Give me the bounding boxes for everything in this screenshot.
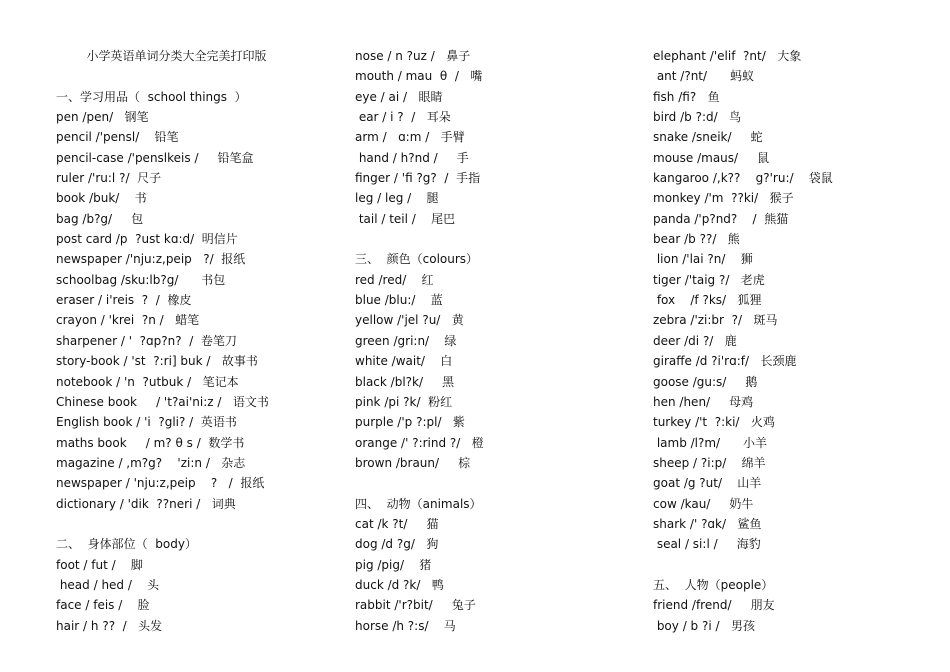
- vocab-line: hand / h?nd / 手: [355, 150, 469, 165]
- vocab-line: leg / leg / 腿: [355, 191, 439, 206]
- vocab-line: monkey /'m ??ki/ 猴子: [653, 191, 794, 206]
- vocab-line: eraser / i'reis ? / 橡皮: [56, 293, 192, 308]
- vocab-line: zebra /'zi:br ?/ 斑马: [653, 313, 778, 328]
- vocab-line: blue /blu:/ 蓝: [355, 293, 443, 308]
- left-column: [56, 46, 269, 636]
- vocab-line: 二、 身体部位（ body）: [56, 537, 197, 552]
- vocab-line: fish /fi? 鱼: [653, 89, 720, 104]
- vocab-line: friend /frend/ 朋友: [653, 598, 775, 613]
- vocab-line: mouth / mau θ / 嘴: [355, 69, 483, 84]
- right-column: [653, 46, 833, 636]
- vocab-line: [355, 473, 484, 493]
- vocab-line: post card /p ?ust kɑ:d/ 明信片: [56, 232, 238, 247]
- vocab-line: tiger /'taig ?/ 老虎: [653, 272, 765, 287]
- vocab-line: cow /kau/ 奶牛: [653, 496, 754, 511]
- vocab-line: nose / n ?uz / 鼻子: [355, 49, 471, 63]
- vocab-line: eye / ai / 眼睛: [355, 89, 443, 104]
- vocab-line: pig /pig/ 猪: [355, 557, 432, 572]
- vocab-line: giraffe /d ?i'rɑ:f/ 长颈鹿: [653, 354, 797, 369]
- vocab-line: rabbit /'r?bit/ 兔子: [355, 598, 476, 613]
- vocab-line: mouse /maus/ 鼠: [653, 150, 770, 165]
- vocab-line: bear /b ??/ 熊: [653, 232, 740, 247]
- vocab-line: newspaper / 'nju:z,peip ? / 报纸: [56, 476, 265, 491]
- vocab-line: boy / b ?i / 男孩: [653, 618, 755, 633]
- vocab-line: sheep / ?i:p/ 绵羊: [653, 455, 766, 470]
- vocab-line: 小学英语单词分类大全完美打印版: [56, 49, 267, 63]
- vocab-line: hair / h ?? / 头发: [56, 618, 163, 633]
- vocab-line: seal / si:l / 海豹: [653, 537, 761, 552]
- vocab-line: pencil /'pensl/ 铅笔: [56, 130, 179, 145]
- vocab-line: horse /h ?:s/ 马: [355, 618, 456, 633]
- vocab-line: duck /d ?k/ 鸭: [355, 577, 444, 592]
- vocab-line: dictionary / 'dik ??neri / 词典: [56, 496, 236, 511]
- vocab-line: face / feis / 脸: [56, 598, 150, 613]
- vocab-line: 四、 动物（animals）: [355, 496, 482, 511]
- vocab-line: sharpener / ' ?ɑp?n? / 卷笔刀: [56, 333, 237, 348]
- vocab-line: ear / i ? / 耳朵: [355, 110, 451, 125]
- vocab-line: white /wait/ 白: [355, 354, 453, 369]
- vocab-line: [653, 555, 833, 575]
- vocab-line: black /bl?k/ 黑: [355, 374, 455, 389]
- vocab-line: head / hed / 头: [56, 577, 160, 592]
- vocab-line: cat /k ?t/ 猫: [355, 516, 439, 531]
- vocab-line: purple /'p ?:pl/ 紫: [355, 415, 465, 430]
- vocab-line: 三、 颜色（colours）: [355, 252, 479, 267]
- vocab-line: deer /di ?/ 鹿: [653, 333, 737, 348]
- vocab-line: notebook / 'n ?utbuk / 笔记本: [56, 374, 239, 389]
- vocab-line: English book / 'i ?gli? / 英语书: [56, 415, 237, 430]
- vocab-line: pen /pen/ 钢笔: [56, 110, 149, 125]
- vocab-line: lamb /l?m/ 小羊: [653, 435, 767, 450]
- vocab-line: maths book / m? θ s / 数学书: [56, 435, 245, 450]
- vocab-line: bird /b ?:d/ 鸟: [653, 110, 742, 125]
- vocab-line: 一、学习用品（ school things ）: [56, 89, 247, 104]
- vocab-line: [355, 229, 484, 249]
- vocab-line: orange /' ?:rind ?/ 橙: [355, 435, 484, 450]
- vocab-line: finger / 'fi ?g? / 手指: [355, 171, 481, 186]
- vocab-line: fox /f ?ks/ 狐狸: [653, 293, 762, 308]
- vocab-line: [56, 66, 269, 86]
- vocab-line: hen /hen/ 母鸡: [653, 394, 754, 409]
- vocab-line: kangaroo /,k?? g?'ru:/ 袋鼠: [653, 171, 833, 186]
- vocab-line: pink /pi ?k/ 粉红: [355, 394, 453, 409]
- vocab-line: magazine / ,m?g? 'zi:n / 杂志: [56, 455, 246, 470]
- vocab-line: shark /' ?ɑk/ 鲨鱼: [653, 516, 762, 531]
- vocab-line: tail / teil / 尾巴: [355, 211, 456, 226]
- vocab-line: brown /braun/ 棕: [355, 455, 471, 470]
- vocab-line: ant /?nt/ 蚂蚁: [653, 69, 754, 84]
- vocab-line: red /red/ 红: [355, 272, 434, 287]
- vocab-line: foot / fut / 脚: [56, 557, 143, 572]
- vocab-line: schoolbag /sku:lb?g/ 书包: [56, 272, 226, 287]
- vocab-line: crayon / 'krei ?n / 蜡笔: [56, 313, 200, 328]
- vocab-line: ruler /'ru:l ?/ 尺子: [56, 171, 162, 186]
- vocab-line: newspaper /'nju:z,peip ?/ 报纸: [56, 252, 246, 267]
- vocab-line: green /gri:n/ 绿: [355, 333, 457, 348]
- vocab-line: lion /'lai ?n/ 狮: [653, 252, 753, 267]
- vocab-line: panda /'p?nd? / 熊猫: [653, 211, 789, 226]
- vocab-line: yellow /'jel ?u/ 黄: [355, 313, 464, 328]
- vocab-line: goose /gu:s/ 鹅: [653, 374, 758, 389]
- middle-column: [355, 46, 484, 636]
- vocab-line: pencil-case /'penslkeis / 铅笔盒: [56, 150, 254, 165]
- vocab-line: arm / ɑ:m / 手臂: [355, 130, 465, 145]
- vocab-line: turkey /'t ?:ki/ 火鸡: [653, 415, 775, 430]
- vocab-line: book /buk/ 书: [56, 191, 147, 206]
- vocab-line: bag /b?g/ 包: [56, 211, 144, 226]
- vocab-line: snake /sneik/ 蛇: [653, 130, 763, 145]
- vocab-line: elephant /'elif ?nt/ 大象: [653, 49, 802, 63]
- vocab-line: dog /d ?g/ 狗: [355, 537, 439, 552]
- vocab-line: Chinese book / 't?ai'ni:z / 语文书: [56, 394, 269, 409]
- vocab-line: [56, 514, 269, 534]
- vocab-line: 五、 人物（people）: [653, 577, 774, 592]
- vocab-line: story-book / 'st ?:ri] buk / 故事书: [56, 354, 258, 369]
- vocab-line: goat /g ?ut/ 山羊: [653, 476, 762, 491]
